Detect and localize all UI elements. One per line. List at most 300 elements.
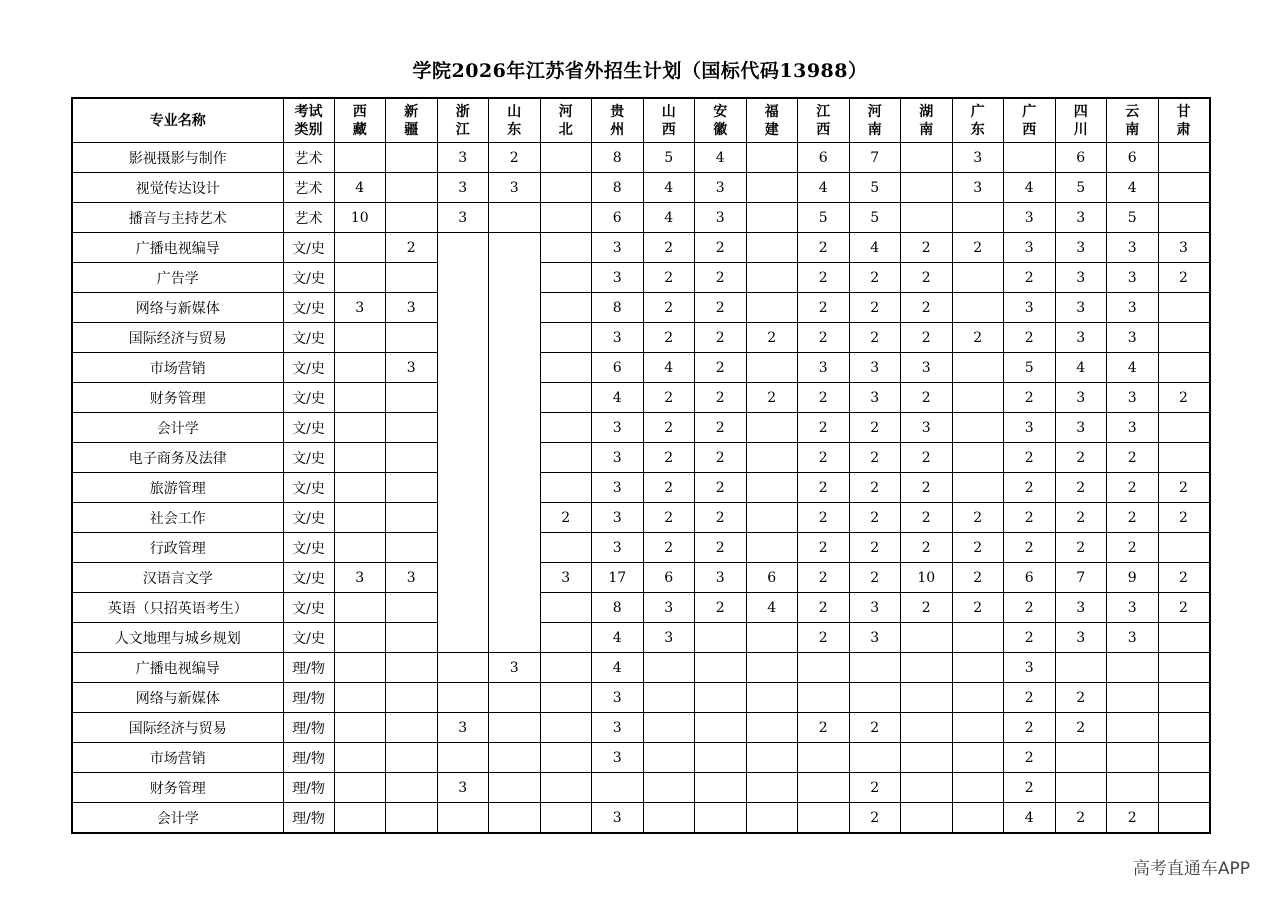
quota-cell: 4 <box>592 623 644 653</box>
quota-cell <box>1107 713 1159 743</box>
quota-cell: 6 <box>1004 563 1056 593</box>
quota-cell <box>798 653 850 683</box>
quota-cell <box>437 803 489 834</box>
quota-cell: 8 <box>592 593 644 623</box>
quota-cell: 2 <box>1107 803 1159 834</box>
quota-cell <box>643 743 695 773</box>
quota-cell: 2 <box>901 443 953 473</box>
quota-cell <box>386 413 438 443</box>
quota-cell: 3 <box>798 353 850 383</box>
quota-cell <box>952 443 1004 473</box>
exam-category-cell: 文/史 <box>283 563 334 593</box>
quota-cell <box>489 803 541 834</box>
column-header: 西 藏 <box>334 98 386 143</box>
quota-cell: 3 <box>437 143 489 173</box>
major-name-cell: 市场营销 <box>72 353 283 383</box>
quota-cell: 2 <box>1004 443 1056 473</box>
quota-cell: 2 <box>849 803 901 834</box>
quota-cell <box>489 563 541 593</box>
quota-cell: 3 <box>1055 203 1107 233</box>
quota-cell <box>952 293 1004 323</box>
quota-cell <box>1158 443 1210 473</box>
column-header: 贵 州 <box>592 98 644 143</box>
quota-cell <box>386 173 438 203</box>
quota-cell: 3 <box>695 563 747 593</box>
quota-cell <box>1158 683 1210 713</box>
quota-cell: 5 <box>1004 353 1056 383</box>
quota-cell <box>695 743 747 773</box>
enrollment-plan-table <box>71 97 1211 834</box>
quota-cell <box>437 293 489 323</box>
quota-cell: 3 <box>386 563 438 593</box>
quota-cell <box>540 593 592 623</box>
quota-cell <box>540 623 592 653</box>
quota-cell: 4 <box>849 233 901 263</box>
quota-cell: 2 <box>695 473 747 503</box>
quota-cell: 3 <box>1107 593 1159 623</box>
quota-cell <box>540 383 592 413</box>
quota-cell: 2 <box>695 353 747 383</box>
quota-cell: 2 <box>1004 263 1056 293</box>
quota-cell: 2 <box>1158 593 1210 623</box>
quota-cell: 2 <box>1004 683 1056 713</box>
column-header: 山 东 <box>489 98 541 143</box>
quota-cell: 7 <box>849 143 901 173</box>
quota-cell: 4 <box>643 203 695 233</box>
major-name-cell: 影视摄影与制作 <box>72 143 283 173</box>
quota-cell: 2 <box>1004 503 1056 533</box>
quota-cell <box>437 563 489 593</box>
table-row <box>72 533 1210 563</box>
quota-cell: 3 <box>592 713 644 743</box>
quota-cell: 2 <box>1055 443 1107 473</box>
column-header: 山 西 <box>643 98 695 143</box>
exam-category-cell: 文/史 <box>283 233 334 263</box>
quota-cell: 3 <box>1055 413 1107 443</box>
quota-cell <box>746 503 798 533</box>
quota-cell: 3 <box>1107 383 1159 413</box>
column-header: 河 南 <box>849 98 901 143</box>
quota-cell <box>746 533 798 563</box>
quota-cell <box>746 773 798 803</box>
watermark: 高考直通车APP <box>1132 859 1250 879</box>
table-row <box>72 143 1210 173</box>
column-header: 福 建 <box>746 98 798 143</box>
column-header: 广 东 <box>952 98 1004 143</box>
quota-cell: 2 <box>695 593 747 623</box>
exam-category-cell: 理/物 <box>283 653 334 683</box>
column-header: 安 徽 <box>695 98 747 143</box>
table-header <box>72 98 1210 143</box>
quota-cell: 3 <box>1004 203 1056 233</box>
quota-cell: 6 <box>643 563 695 593</box>
quota-cell: 2 <box>1004 533 1056 563</box>
exam-category-cell: 文/史 <box>283 293 334 323</box>
quota-cell <box>334 233 386 263</box>
table-row <box>72 773 1210 803</box>
quota-cell: 2 <box>901 533 953 563</box>
table-row <box>72 293 1210 323</box>
quota-cell <box>952 473 1004 503</box>
quota-cell: 2 <box>1158 503 1210 533</box>
quota-cell: 3 <box>592 503 644 533</box>
quota-cell <box>643 773 695 803</box>
quota-cell: 2 <box>901 323 953 353</box>
quota-cell: 4 <box>334 173 386 203</box>
exam-category-cell: 文/史 <box>283 593 334 623</box>
quota-cell: 2 <box>643 233 695 263</box>
quota-cell <box>334 623 386 653</box>
quota-cell: 3 <box>849 353 901 383</box>
quota-cell: 2 <box>1107 443 1159 473</box>
quota-cell <box>334 533 386 563</box>
quota-cell: 4 <box>643 353 695 383</box>
quota-cell: 2 <box>1004 743 1056 773</box>
quota-cell <box>746 203 798 233</box>
table-row <box>72 263 1210 293</box>
quota-cell: 2 <box>849 323 901 353</box>
quota-cell: 2 <box>695 323 747 353</box>
quota-cell <box>540 443 592 473</box>
quota-cell <box>540 473 592 503</box>
quota-cell: 2 <box>1055 683 1107 713</box>
quota-cell: 3 <box>1055 623 1107 653</box>
quota-cell: 3 <box>386 353 438 383</box>
table-row <box>72 443 1210 473</box>
quota-cell <box>746 413 798 443</box>
quota-cell <box>540 173 592 203</box>
quota-cell <box>695 623 747 653</box>
quota-cell: 6 <box>592 353 644 383</box>
quota-cell <box>746 653 798 683</box>
quota-cell: 3 <box>1055 293 1107 323</box>
quota-cell <box>952 803 1004 834</box>
quota-cell <box>1158 413 1210 443</box>
quota-cell <box>643 803 695 834</box>
quota-cell <box>437 473 489 503</box>
quota-cell: 3 <box>386 293 438 323</box>
quota-cell <box>334 713 386 743</box>
table-row <box>72 413 1210 443</box>
exam-category-cell: 艺术 <box>283 143 334 173</box>
quota-cell: 2 <box>1158 383 1210 413</box>
quota-cell <box>1158 143 1210 173</box>
quota-cell <box>489 293 541 323</box>
quota-cell <box>386 383 438 413</box>
major-name-cell: 行政管理 <box>72 533 283 563</box>
quota-cell <box>952 413 1004 443</box>
quota-cell: 2 <box>1055 473 1107 503</box>
quota-cell <box>695 713 747 743</box>
major-name-cell: 英语（只招英语考生） <box>72 593 283 623</box>
quota-cell: 2 <box>1004 593 1056 623</box>
quota-cell <box>1158 293 1210 323</box>
quota-cell <box>437 593 489 623</box>
quota-cell: 2 <box>798 473 850 503</box>
quota-cell <box>386 473 438 503</box>
exam-category-cell: 理/物 <box>283 713 334 743</box>
quota-cell <box>592 773 644 803</box>
quota-cell <box>1158 353 1210 383</box>
quota-cell: 6 <box>798 143 850 173</box>
quota-cell <box>643 683 695 713</box>
quota-cell: 4 <box>592 383 644 413</box>
quota-cell: 3 <box>1004 293 1056 323</box>
quota-cell: 3 <box>489 173 541 203</box>
quota-cell <box>489 233 541 263</box>
exam-category-cell: 文/史 <box>283 353 334 383</box>
quota-cell <box>952 353 1004 383</box>
major-name-cell: 国际经济与贸易 <box>72 323 283 353</box>
quota-cell: 2 <box>643 383 695 413</box>
quota-cell <box>489 413 541 443</box>
quota-cell: 2 <box>952 233 1004 263</box>
quota-cell: 2 <box>643 263 695 293</box>
quota-cell: 5 <box>849 173 901 203</box>
quota-cell: 2 <box>901 473 953 503</box>
major-name-cell: 广播电视编导 <box>72 233 283 263</box>
major-name-cell: 视觉传达设计 <box>72 173 283 203</box>
quota-cell <box>746 743 798 773</box>
quota-cell <box>334 743 386 773</box>
exam-category-cell: 文/史 <box>283 383 334 413</box>
quota-cell <box>1158 803 1210 834</box>
quota-cell: 2 <box>540 503 592 533</box>
major-name-cell: 国际经济与贸易 <box>72 713 283 743</box>
quota-cell: 8 <box>592 293 644 323</box>
quota-cell: 2 <box>901 293 953 323</box>
quota-cell <box>437 353 489 383</box>
quota-cell: 2 <box>849 503 901 533</box>
quota-cell <box>386 593 438 623</box>
quota-cell <box>901 743 953 773</box>
column-header: 云 南 <box>1107 98 1159 143</box>
quota-cell: 3 <box>849 623 901 653</box>
quota-cell: 2 <box>952 503 1004 533</box>
table-row <box>72 743 1210 773</box>
quota-cell <box>489 503 541 533</box>
header-row <box>72 98 1210 143</box>
quota-cell <box>1158 743 1210 773</box>
quota-cell: 2 <box>849 773 901 803</box>
quota-cell: 3 <box>334 563 386 593</box>
quota-cell <box>386 533 438 563</box>
quota-cell: 2 <box>695 533 747 563</box>
quota-cell: 7 <box>1055 563 1107 593</box>
table-row <box>72 473 1210 503</box>
quota-cell: 2 <box>952 533 1004 563</box>
quota-cell: 2 <box>1055 803 1107 834</box>
quota-cell: 4 <box>1055 353 1107 383</box>
quota-cell: 2 <box>695 233 747 263</box>
column-header: 甘 肃 <box>1158 98 1210 143</box>
quota-cell: 2 <box>952 593 1004 623</box>
quota-cell: 3 <box>1055 233 1107 263</box>
quota-cell: 3 <box>952 173 1004 203</box>
quota-cell: 5 <box>643 143 695 173</box>
quota-cell <box>540 533 592 563</box>
quota-cell <box>386 203 438 233</box>
quota-cell: 5 <box>798 203 850 233</box>
quota-cell: 3 <box>1055 383 1107 413</box>
quota-cell: 2 <box>695 503 747 533</box>
exam-category-cell: 文/史 <box>283 473 334 503</box>
exam-category-cell: 艺术 <box>283 203 334 233</box>
quota-cell <box>695 653 747 683</box>
quota-cell <box>437 683 489 713</box>
column-header: 考试 类别 <box>283 98 334 143</box>
table-row <box>72 713 1210 743</box>
quota-cell: 3 <box>437 173 489 203</box>
quota-cell <box>437 743 489 773</box>
major-name-cell: 社会工作 <box>72 503 283 533</box>
quota-cell <box>386 743 438 773</box>
quota-cell: 2 <box>1055 503 1107 533</box>
quota-cell <box>849 683 901 713</box>
quota-cell <box>746 473 798 503</box>
quota-cell: 2 <box>1004 623 1056 653</box>
quota-cell <box>386 503 438 533</box>
quota-cell <box>746 443 798 473</box>
quota-cell <box>1158 653 1210 683</box>
quota-cell: 2 <box>901 233 953 263</box>
quota-cell <box>334 773 386 803</box>
quota-cell <box>540 413 592 443</box>
quota-cell: 2 <box>798 443 850 473</box>
quota-cell: 6 <box>592 203 644 233</box>
quota-cell <box>437 263 489 293</box>
quota-cell <box>746 233 798 263</box>
quota-cell: 3 <box>437 203 489 233</box>
quota-cell <box>489 743 541 773</box>
quota-cell: 2 <box>798 623 850 653</box>
exam-category-cell: 理/物 <box>283 743 334 773</box>
quota-cell: 3 <box>1004 233 1056 263</box>
quota-cell: 3 <box>1107 623 1159 653</box>
quota-cell: 3 <box>592 443 644 473</box>
quota-cell <box>952 683 1004 713</box>
quota-cell: 2 <box>643 323 695 353</box>
quota-cell: 3 <box>695 173 747 203</box>
quota-cell: 2 <box>849 533 901 563</box>
quota-cell: 4 <box>643 173 695 203</box>
table-row <box>72 503 1210 533</box>
quota-cell <box>746 293 798 323</box>
quota-cell: 2 <box>901 593 953 623</box>
quota-cell <box>901 803 953 834</box>
quota-cell <box>746 353 798 383</box>
quota-cell <box>437 323 489 353</box>
quota-cell <box>952 203 1004 233</box>
quota-cell <box>334 143 386 173</box>
quota-cell: 3 <box>489 653 541 683</box>
exam-category-cell: 理/物 <box>283 803 334 834</box>
quota-cell: 2 <box>798 233 850 263</box>
table-body <box>72 143 1210 834</box>
quota-cell <box>334 443 386 473</box>
quota-cell: 2 <box>952 323 1004 353</box>
table-row <box>72 173 1210 203</box>
quota-cell: 2 <box>1004 773 1056 803</box>
quota-cell <box>1158 323 1210 353</box>
quota-cell <box>952 653 1004 683</box>
quota-cell: 2 <box>643 503 695 533</box>
quota-cell: 3 <box>1107 293 1159 323</box>
quota-cell: 2 <box>695 413 747 443</box>
quota-cell: 2 <box>798 413 850 443</box>
quota-cell <box>540 203 592 233</box>
quota-cell <box>386 653 438 683</box>
quota-cell: 2 <box>849 293 901 323</box>
column-header: 新 疆 <box>386 98 438 143</box>
quota-cell: 3 <box>334 293 386 323</box>
quota-cell <box>540 803 592 834</box>
quota-cell <box>952 773 1004 803</box>
quota-cell: 2 <box>1107 533 1159 563</box>
quota-cell <box>489 323 541 353</box>
quota-cell <box>1055 653 1107 683</box>
quota-cell: 2 <box>386 233 438 263</box>
quota-cell: 2 <box>1107 503 1159 533</box>
quota-cell <box>489 713 541 743</box>
quota-cell <box>901 653 953 683</box>
quota-cell: 2 <box>489 143 541 173</box>
major-name-cell: 人文地理与城乡规划 <box>72 623 283 653</box>
quota-cell: 4 <box>1004 803 1056 834</box>
quota-cell: 3 <box>592 533 644 563</box>
quota-cell <box>540 353 592 383</box>
quota-cell <box>695 773 747 803</box>
major-name-cell: 会计学 <box>72 413 283 443</box>
quota-cell <box>489 383 541 413</box>
quota-cell <box>1158 173 1210 203</box>
quota-cell <box>1158 773 1210 803</box>
major-name-cell: 网络与新媒体 <box>72 683 283 713</box>
quota-cell: 2 <box>849 713 901 743</box>
quota-cell <box>540 773 592 803</box>
quota-cell <box>489 533 541 563</box>
quota-cell: 3 <box>1107 413 1159 443</box>
quota-cell <box>386 623 438 653</box>
quota-cell: 2 <box>1158 263 1210 293</box>
quota-cell <box>540 293 592 323</box>
quota-cell <box>386 713 438 743</box>
quota-cell: 2 <box>849 473 901 503</box>
quota-cell: 10 <box>334 203 386 233</box>
quota-cell: 4 <box>1107 353 1159 383</box>
quota-cell <box>1055 743 1107 773</box>
quota-cell: 2 <box>1004 323 1056 353</box>
quota-cell: 9 <box>1107 563 1159 593</box>
quota-cell: 2 <box>1158 563 1210 593</box>
quota-cell <box>1158 713 1210 743</box>
quota-cell <box>334 593 386 623</box>
quota-cell: 5 <box>1055 173 1107 203</box>
quota-cell <box>1158 203 1210 233</box>
column-header: 河 北 <box>540 98 592 143</box>
quota-cell <box>746 173 798 203</box>
quota-cell: 3 <box>1107 263 1159 293</box>
quota-cell: 4 <box>746 593 798 623</box>
quota-cell: 2 <box>849 413 901 443</box>
quota-cell <box>540 233 592 263</box>
quota-cell: 3 <box>540 563 592 593</box>
quota-cell: 2 <box>746 383 798 413</box>
quota-cell: 3 <box>437 773 489 803</box>
exam-category-cell: 文/史 <box>283 413 334 443</box>
quota-cell <box>798 683 850 713</box>
quota-cell: 3 <box>952 143 1004 173</box>
